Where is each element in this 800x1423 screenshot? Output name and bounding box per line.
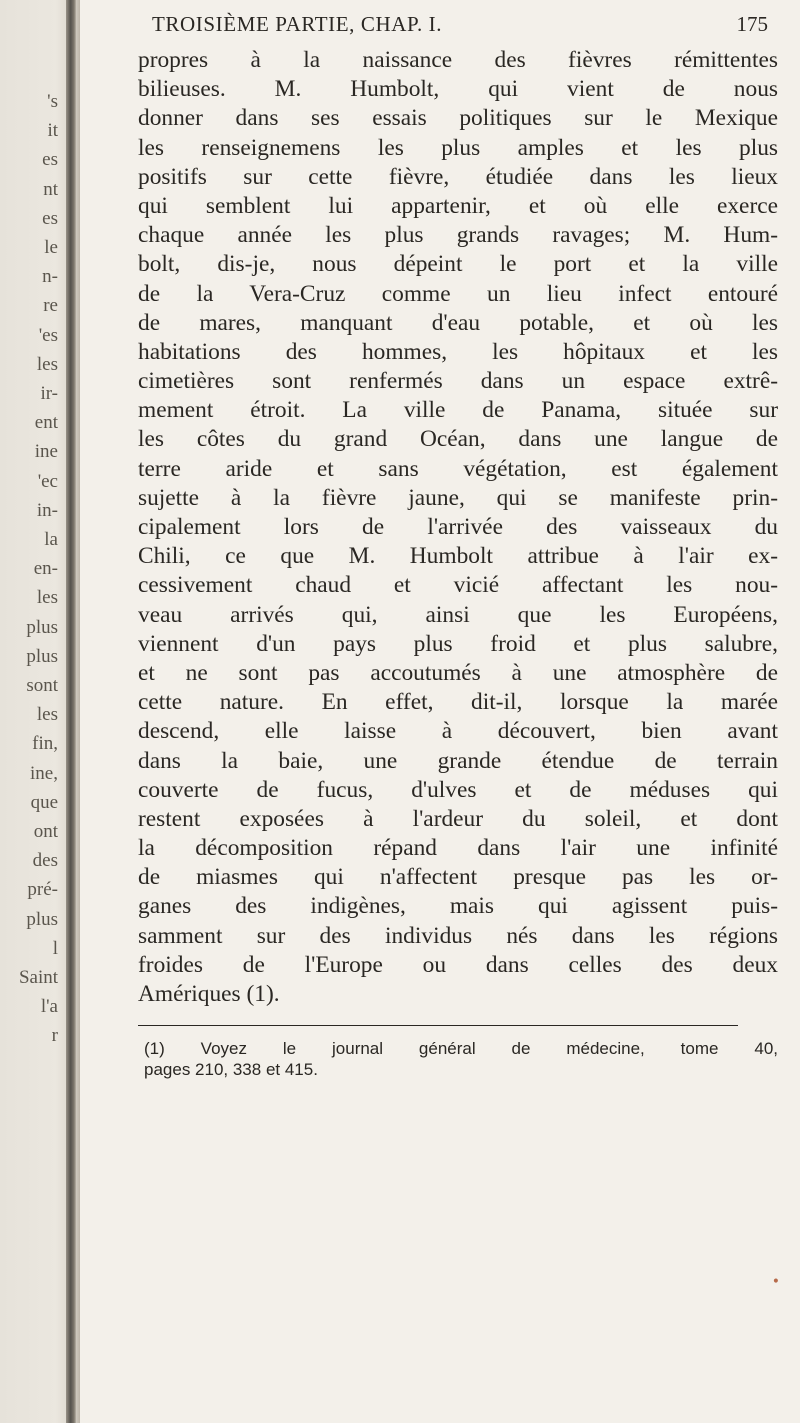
text-line: cette nature. En effet, dit-il, lorsque la marée xyxy=(138,689,778,716)
footnote-line: (1) Voyez le journal général de médecine, tome 40, xyxy=(144,1039,778,1059)
footnote-line: pages 210, 338 et 415. xyxy=(144,1060,318,1080)
margin-fragment: 'ec xyxy=(37,470,58,492)
text-line: bilieuses. M. Humbolt, qui vient de nous xyxy=(138,76,778,103)
margin-fragment: les xyxy=(36,587,58,609)
margin-fragment: plus xyxy=(26,645,58,667)
text-line: les renseignemens les plus amples et les plus xyxy=(138,134,778,161)
margin-fragment: ine, xyxy=(30,762,58,784)
text-line: viennent d'un pays plus froid et plus salubre, xyxy=(138,630,778,657)
text-line: de la Vera-Cruz comme un lieu infect entouré xyxy=(138,280,778,307)
body-text xyxy=(138,46,778,1009)
margin-fragment: in- xyxy=(36,499,58,521)
margin-fragment: ir- xyxy=(40,383,58,404)
margin-fragment: des xyxy=(32,850,58,872)
text-line: la décomposition répand dans l'air une infinité xyxy=(138,835,778,862)
margin-fragment: sont xyxy=(26,675,58,696)
text-line: Chili, ce que M. Humbolt attribue à l'air ex- xyxy=(138,543,778,570)
text-line: habitations des hommes, les hôpitaux et les xyxy=(138,338,778,365)
running-title: TROISIÈME PARTIE, CHAP. I. xyxy=(152,12,443,36)
margin-fragment: les xyxy=(36,704,58,726)
margin-fragment: Saint xyxy=(18,967,58,988)
margin-fragment: 's xyxy=(47,91,58,112)
margin-fragment: ont xyxy=(33,821,58,842)
text-line: qui semblent lui appartenir, et où elle exerce xyxy=(138,192,778,219)
margin-fragment: it xyxy=(47,120,58,142)
ink-speck: • xyxy=(771,1274,780,1290)
text-line: bolt, dis-je, nous dépeint le port et la ville xyxy=(138,251,778,278)
margin-fragment: 'es xyxy=(38,324,58,346)
margin-fragment: l xyxy=(52,937,58,959)
page-number: 175 xyxy=(736,12,768,36)
margin-fragment: ent xyxy=(34,412,58,434)
book-spine-shadow xyxy=(66,0,76,1423)
margin-fragment: plus xyxy=(26,908,58,930)
text-line: terre aride et sans végétation, est également xyxy=(138,455,778,482)
margin-fragment: que xyxy=(30,791,58,813)
margin-fragment: plus xyxy=(26,616,58,638)
margin-fragment: pré- xyxy=(27,879,58,901)
margin-fragment: l'a xyxy=(40,996,58,1018)
margin-fragment: n- xyxy=(42,266,58,288)
text-line: cipalement lors de l'arrivée des vaisseaux du xyxy=(138,514,778,540)
text-line: de mares, manquant d'eau potable, et où les xyxy=(138,309,778,336)
margin-fragment: ine xyxy=(34,441,58,463)
running-header xyxy=(138,12,778,46)
book-page xyxy=(138,12,778,1080)
text-line: Amériques (1). xyxy=(138,981,280,1007)
text-line: froides de l'Europe ou dans celles des deux xyxy=(138,951,778,978)
margin-fragment: la xyxy=(44,529,58,550)
text-line: chaque année les plus grands ravages; M. Hum- xyxy=(138,222,778,249)
text-line: de miasmes qui n'affectent presque pas les or- xyxy=(138,864,778,891)
text-line: mement étroit. La ville de Panama, située sur xyxy=(138,397,778,424)
text-line: et ne sont pas accoutumés à une atmosphère de xyxy=(138,659,778,686)
text-line: cessivement chaud et vicié affectant les nou- xyxy=(138,572,778,599)
margin-fragment: les xyxy=(36,353,58,375)
text-line: ganes des indigènes, mais qui agissent puis- xyxy=(138,893,778,920)
margin-fragment: fin, xyxy=(32,733,58,755)
margin-fragment: le xyxy=(44,237,58,258)
text-line: restent exposées à l'ardeur du soleil, et dont xyxy=(138,805,778,832)
margin-fragment: en- xyxy=(33,558,58,580)
text-line: positifs sur cette fièvre, étudiée dans les lieux xyxy=(138,163,778,190)
text-line: samment sur des individus nés dans les régions xyxy=(138,922,778,949)
facing-page-text-fragments xyxy=(0,0,62,1047)
footnote xyxy=(138,1038,778,1080)
margin-fragment: es xyxy=(42,207,58,229)
text-line: les côtes du grand Océan, dans une langue de xyxy=(138,426,778,453)
text-line: dans la baie, une grande étendue de terrain xyxy=(138,747,778,774)
text-line: descend, elle laisse à découvert, bien avant xyxy=(138,718,778,745)
text-line: donner dans ses essais politiques sur le Mexique xyxy=(138,105,778,132)
footnote-rule xyxy=(138,1025,738,1026)
text-line: sujette à la fièvre jaune, qui se manifeste prin- xyxy=(138,484,778,511)
margin-fragment: nt xyxy=(43,178,58,200)
margin-fragment: re xyxy=(43,295,58,317)
text-line: cimetières sont renfermés dans un espace extrê- xyxy=(138,368,778,395)
text-line: couverte de fucus, d'ulves et de méduses qui xyxy=(138,776,778,803)
margin-fragment: es xyxy=(42,149,58,171)
text-line: propres à la naissance des fièvres rémittentes xyxy=(138,47,778,73)
text-line: veau arrivés qui, ainsi que les Européens, xyxy=(138,601,778,628)
margin-fragment: r xyxy=(51,1025,58,1047)
